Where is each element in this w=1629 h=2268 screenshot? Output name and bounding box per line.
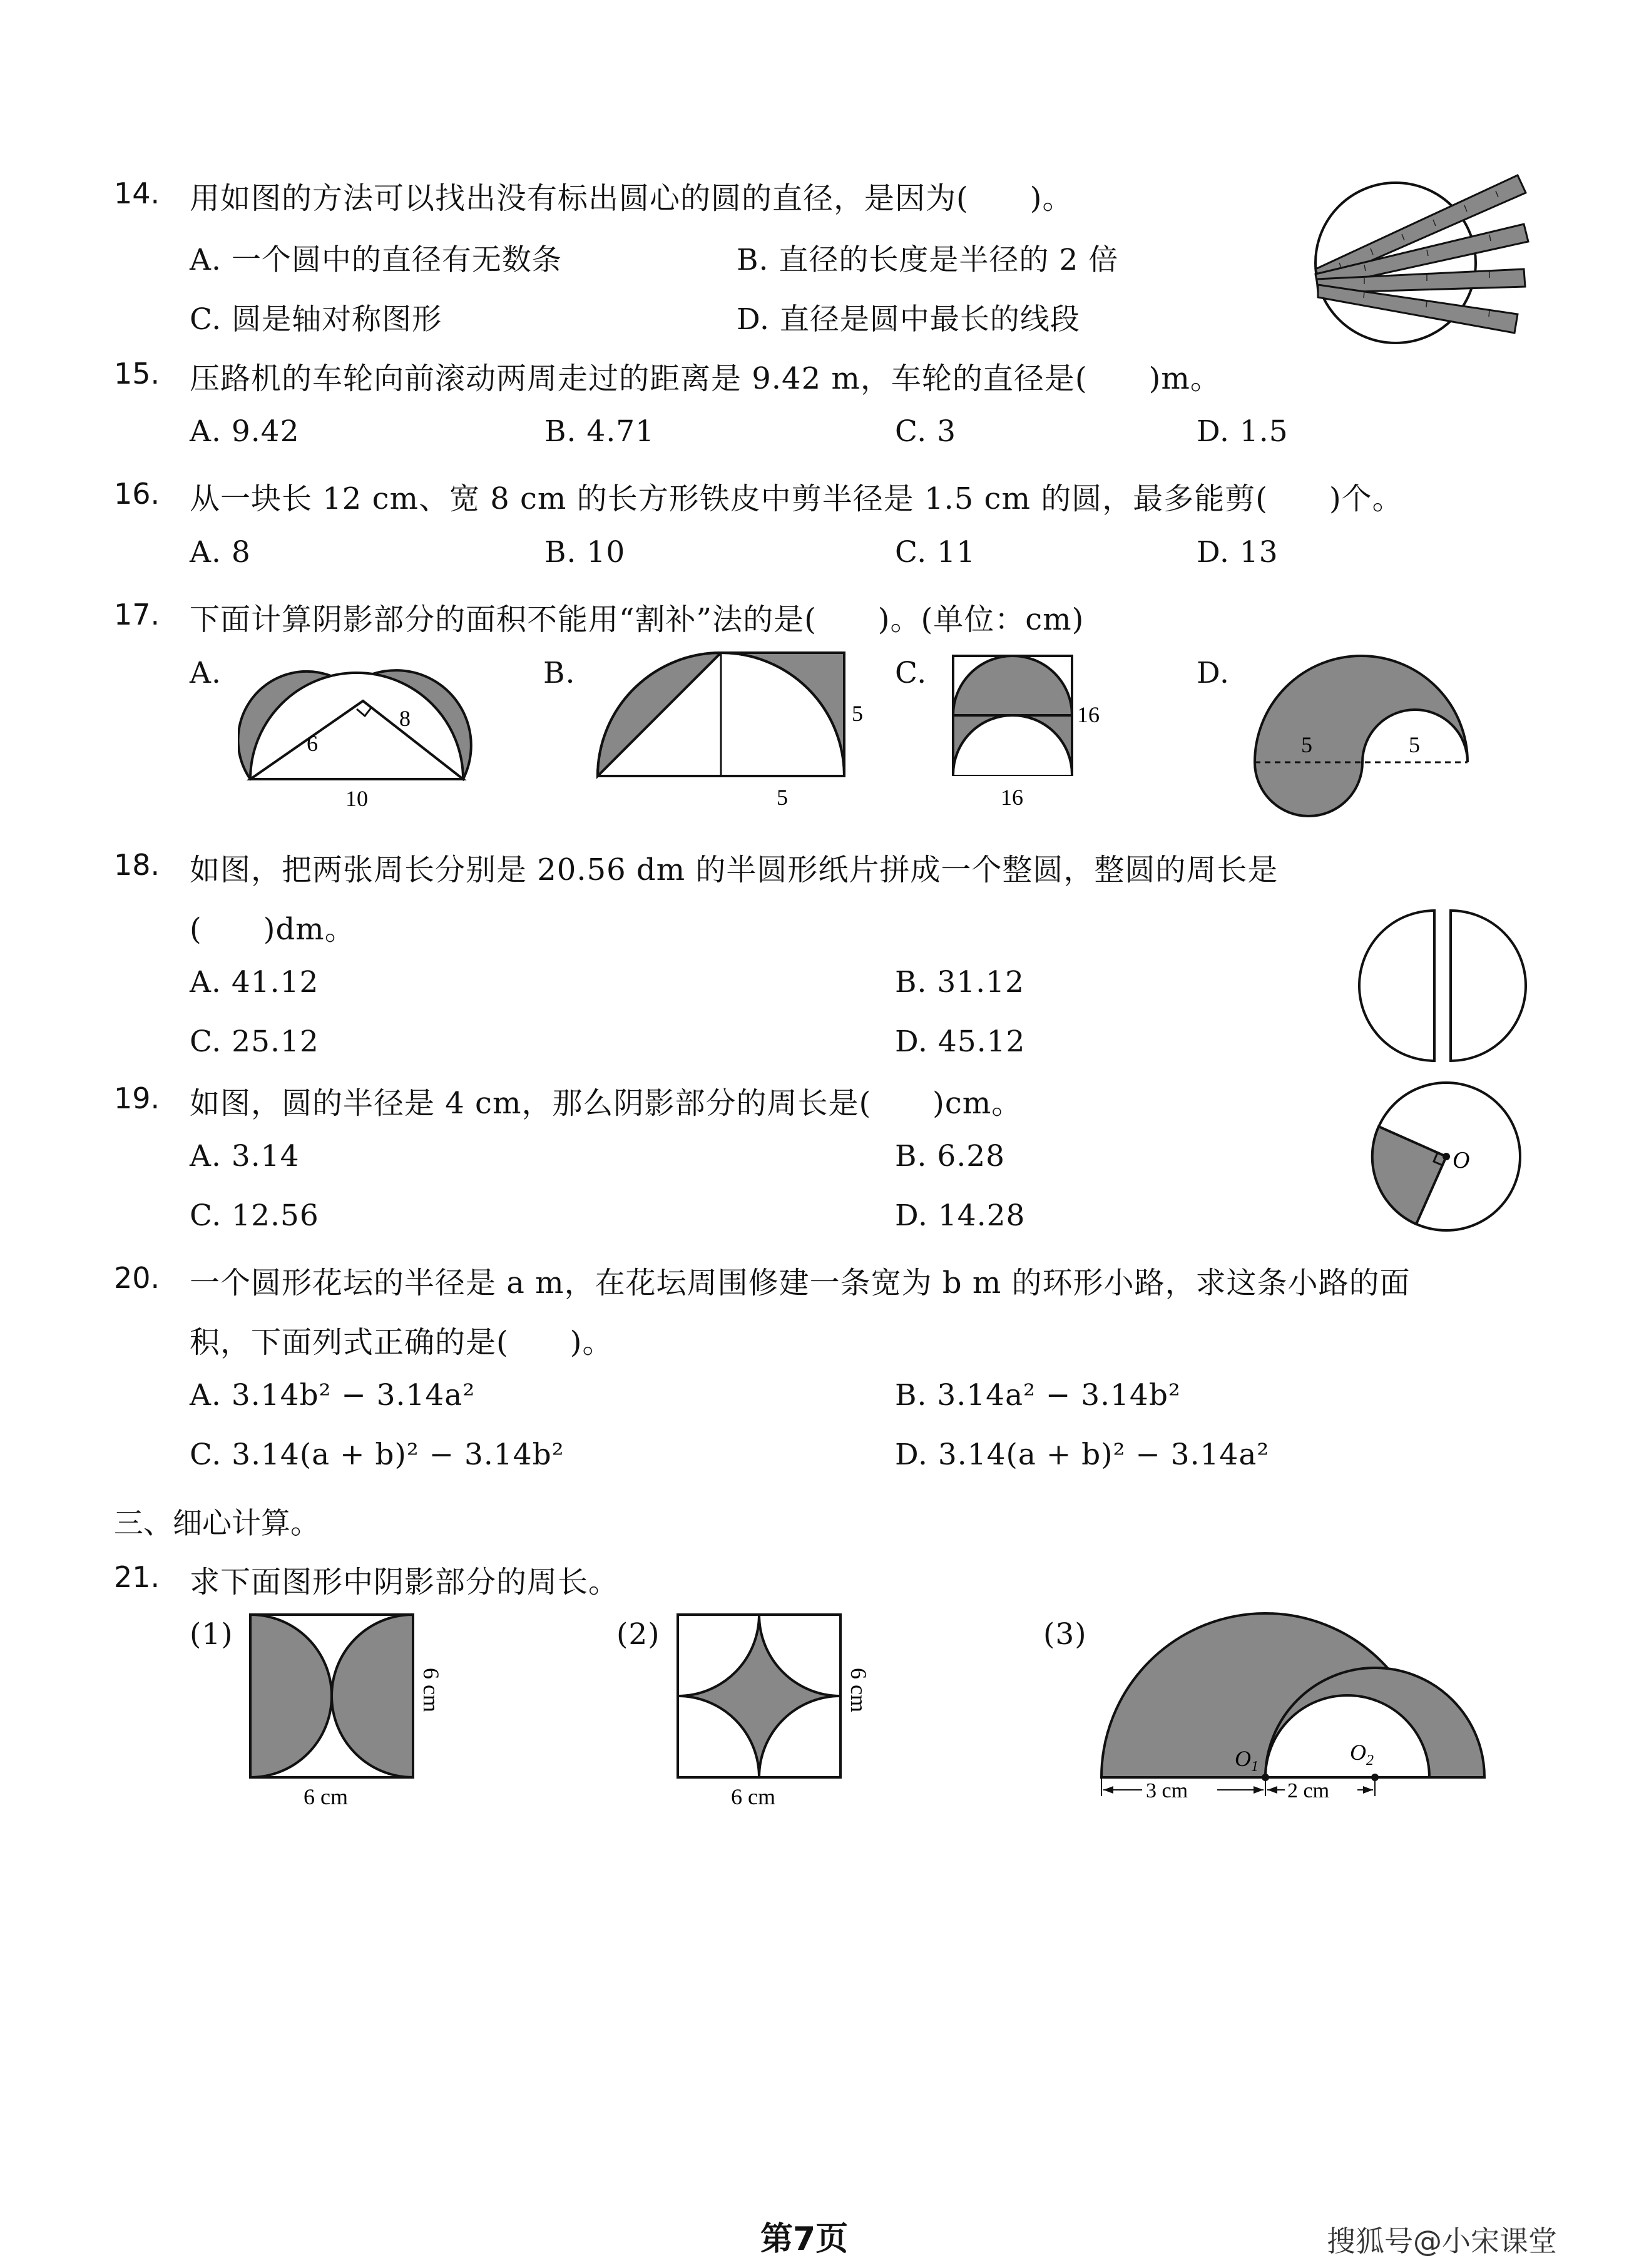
q17-letter-b: B.: [543, 656, 576, 690]
q20-text: 一个圆形花坛的半径是 a m，在花坛周围修建一条宽为 b m 的环形小路，求这条小路的面: [190, 1265, 1411, 1300]
fig2-side-label: 6 cm: [846, 1668, 871, 1712]
fig3-o2-label: $O_2$: [1350, 1740, 1374, 1769]
q19-text: 如图，圆的半径是 4 cm，那么阴影部分的周长是( )cm。: [190, 1086, 1023, 1121]
q15-number: 15.: [114, 357, 160, 391]
q21-figure-1: [247, 1612, 454, 1818]
q18-text-2: ( )dm。: [190, 912, 355, 947]
q14-option-a: A. 一个圆中的直径有无数条: [190, 243, 562, 277]
q21-figure-3: [1098, 1608, 1505, 1815]
q19-option-c: C. 12.56: [190, 1198, 319, 1233]
q17-figure-d: [1249, 651, 1486, 820]
q14-option-b: B. 直径的长度是半径的 2 倍: [737, 243, 1119, 277]
q16-option-c: C. 11: [895, 535, 976, 570]
watermark: 搜狐号@小宋课堂: [1327, 2224, 1557, 2258]
q17-figure-c: [948, 651, 1123, 814]
q21-text: 求下面图形中阴影部分的周长。: [190, 1565, 620, 1600]
q16-option-d: D. 13: [1197, 535, 1279, 570]
fig3-dist-2: 2 cm: [1287, 1779, 1330, 1802]
q20-option-c: C. 3.14(a + b)² − 3.14b²: [190, 1438, 564, 1472]
q21-fig2-label: (2): [616, 1617, 660, 1652]
q15-option-d: D. 1.5: [1197, 414, 1289, 449]
q20-option-a: A. 3.14b² − 3.14a²: [190, 1378, 476, 1412]
q17-figure-a: [238, 645, 501, 807]
q15-option-a: A. 9.42: [190, 414, 300, 449]
fig-d-label-left: 5: [1301, 732, 1312, 757]
q14-text: 用如图的方法可以找出没有标出圆心的圆的直径，是因为( )。: [190, 181, 1073, 216]
q19-option-a: A. 3.14: [190, 1139, 300, 1173]
q18-semicircles-figure: [1358, 907, 1527, 1070]
q18-option-a: A. 41.12: [190, 965, 319, 999]
q15-option-b: B. 4.71: [544, 414, 655, 449]
fig3-o1-label: $O_1$: [1235, 1746, 1259, 1775]
section-3-heading: 三、细心计算。: [114, 1506, 320, 1541]
q19-option-d: D. 14.28: [895, 1198, 1026, 1233]
q14-option-d: D. 直径是圆中最长的线段: [737, 302, 1080, 337]
fig2-bottom-label: 6 cm: [731, 1784, 775, 1809]
fig-d-label-right: 5: [1409, 732, 1420, 757]
q15-text: 压路机的车轮向前滚动两周走过的距离是 9.42 m，车轮的直径是( )m。: [190, 361, 1221, 396]
q18-option-c: C. 25.12: [190, 1024, 319, 1059]
q17-letter-a: A.: [190, 656, 222, 690]
q14-option-c: C. 圆是轴对称图形: [190, 302, 442, 337]
q17-number: 17.: [114, 598, 160, 631]
q21-fig3-label: (3): [1043, 1617, 1087, 1652]
q18-option-d: D. 45.12: [895, 1024, 1026, 1059]
fig-c-label-h: 16: [1077, 702, 1100, 727]
q17-text: 下面计算阴影部分的面积不能用“割补”法的是( )。(单位：cm): [190, 602, 1085, 637]
q19-circle-figure: [1367, 1076, 1530, 1239]
q19-center-label: O: [1453, 1147, 1470, 1173]
q20-text-2: 积，下面列式正确的是( )。: [190, 1325, 613, 1360]
q18-number: 18.: [114, 848, 160, 882]
q16-number: 16.: [114, 477, 160, 511]
q18-option-b: B. 31.12: [895, 965, 1024, 999]
q19-option-b: B. 6.28: [895, 1139, 1006, 1173]
fig-b-label-w: 5: [777, 785, 788, 810]
q20-option-b: B. 3.14a² − 3.14b²: [895, 1378, 1181, 1412]
q14-number: 14.: [114, 176, 160, 210]
q17-letter-c: C.: [895, 656, 927, 690]
fig1-side-label: 6 cm: [419, 1668, 444, 1712]
q21-number: 21.: [114, 1560, 160, 1594]
q15-option-c: C. 3: [895, 414, 957, 449]
fig-a-label-6: 6: [307, 731, 318, 756]
fig1-bottom-label: 6 cm: [304, 1784, 348, 1809]
q16-option-a: A. 8: [190, 535, 251, 570]
fig-a-label-8: 8: [399, 706, 411, 731]
q21-figure-2: [675, 1612, 881, 1818]
q17-figure-b: [591, 651, 879, 814]
fig3-dist-1: 3 cm: [1146, 1779, 1188, 1802]
fig-b-label-h: 5: [852, 701, 863, 726]
q16-option-b: B. 10: [544, 535, 626, 570]
page-number: 第7页: [760, 2220, 849, 2258]
q17-letter-d: D.: [1197, 656, 1230, 690]
fig-c-label-w: 16: [1001, 785, 1023, 810]
q18-text: 如图，把两张周长分别是 20.56 dm 的半圆形纸片拼成一个整圆，整圆的周长是: [190, 852, 1279, 887]
q20-option-d: D. 3.14(a + b)² − 3.14a²: [895, 1438, 1270, 1472]
q20-number: 20.: [114, 1261, 160, 1295]
q16-text: 从一块长 12 cm、宽 8 cm 的长方形铁皮中剪半径是 1.5 cm 的圆，最多能剪( )个。: [190, 481, 1403, 516]
fig-a-label-10: 10: [345, 786, 368, 807]
q21-fig1-label: (1): [190, 1617, 233, 1652]
q14-ruler-figure: [1302, 169, 1533, 350]
q19-number: 19.: [114, 1081, 160, 1115]
